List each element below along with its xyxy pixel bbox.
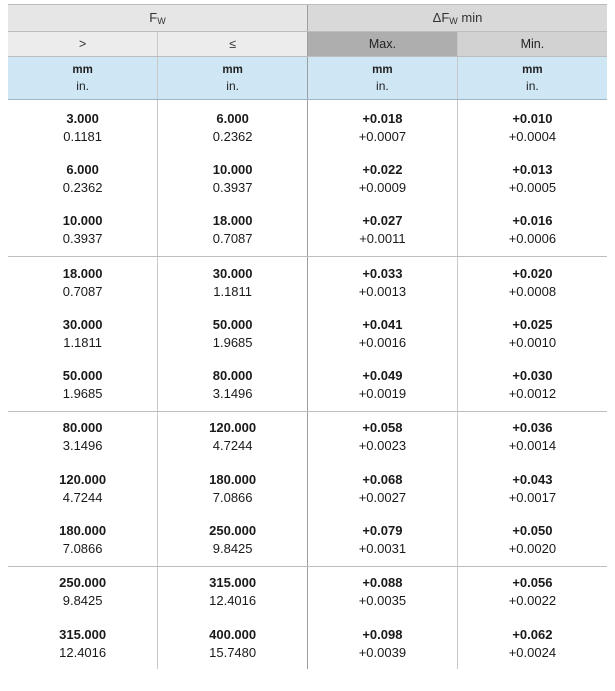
col-max-mm-value: +0.027 — [362, 213, 403, 229]
col-le-cell — [158, 359, 308, 411]
header-fw-label: F — [149, 10, 158, 25]
unit-in: in. — [76, 79, 89, 93]
col-gt-cell — [8, 411, 158, 463]
col-gt-in-value: 0.3937 — [62, 231, 103, 247]
col-le-mm-value: 30.000 — [212, 265, 253, 281]
col-le-in-value: 1.1811 — [213, 283, 253, 299]
col-le-mm-value: 250.000 — [209, 523, 257, 539]
col-min-in-value: +0.0012 — [508, 386, 557, 402]
col-le-in-value: 0.7087 — [212, 231, 253, 247]
col-min-mm-value: +0.016 — [512, 213, 553, 229]
col-min-cell — [457, 100, 607, 154]
col-max-cell — [308, 411, 458, 463]
col-max-mm-value: +0.058 — [362, 420, 403, 436]
unit-in: in. — [376, 79, 389, 93]
col-gt-cell — [8, 566, 158, 618]
unit-mm: mm — [222, 64, 243, 76]
col-le-in-value: 3.1496 — [212, 386, 253, 402]
col-max-mm-value: +0.041 — [362, 316, 403, 332]
col-gt-in-value: 0.1181 — [63, 128, 103, 144]
unit-mm: mm — [72, 64, 93, 76]
col-le-cell — [158, 100, 308, 154]
col-le-cell — [158, 566, 308, 618]
col-min-in-value: +0.0024 — [508, 644, 557, 660]
col-min-mm-value: +0.056 — [512, 575, 553, 591]
col-max-cell — [308, 100, 458, 154]
col-gt-mm-value: 180.000 — [59, 523, 107, 539]
col-le-in-value: 1.9685 — [212, 334, 253, 350]
col-max-in-value: +0.0035 — [358, 593, 407, 609]
col-min-mm-value: +0.025 — [512, 316, 553, 332]
col-le-in-value: 4.7244 — [212, 438, 253, 454]
col-min-cell — [457, 566, 607, 618]
col-gt-in-value: 3.1496 — [62, 438, 103, 454]
unit-mm: mm — [372, 64, 393, 76]
col-le-cell — [158, 463, 308, 514]
header-fw-subscript: W — [157, 16, 166, 26]
col-le-in-value: 15.7480 — [209, 644, 257, 660]
col-le-mm-value: 120.000 — [209, 420, 257, 436]
col-max-cell — [308, 205, 458, 257]
unit-in: in. — [526, 79, 539, 93]
col-le-mm-value: 80.000 — [212, 368, 253, 384]
col-max-cell — [308, 566, 458, 618]
col-le-in-value: 0.2362 — [212, 128, 253, 144]
header-max: Max. — [308, 32, 458, 57]
col-gt-mm-value: 18.000 — [62, 265, 103, 281]
col-gt-cell — [8, 256, 158, 308]
col-le-mm-value: 50.000 — [212, 316, 253, 332]
col-gt-cell — [8, 153, 158, 204]
header-delta-suffix: min — [457, 10, 483, 25]
header-fw — [8, 5, 308, 32]
col-max-in-value: +0.0023 — [358, 438, 407, 454]
unit-in: in. — [226, 79, 239, 93]
col-min-cell — [457, 411, 607, 463]
col-min-cell — [457, 359, 607, 411]
table-row — [8, 411, 607, 463]
col-min-mm-value: +0.020 — [512, 265, 553, 281]
header-row-primary — [8, 5, 607, 32]
col-max-mm-value: +0.068 — [362, 471, 403, 487]
col-min-cell — [457, 205, 607, 257]
col-gt-mm-value: 10.000 — [62, 213, 103, 229]
col-gt-mm-value: 30.000 — [62, 316, 103, 332]
col-max-mm-value: +0.088 — [362, 575, 403, 591]
col-max-cell — [308, 463, 458, 514]
col-min-mm-value: +0.013 — [512, 161, 553, 177]
col-max-in-value: +0.0013 — [358, 283, 407, 299]
col-min-in-value: +0.0010 — [508, 334, 557, 350]
col-gt-in-value: 4.7244 — [62, 489, 103, 505]
col-max-cell — [308, 514, 458, 566]
units-le — [158, 57, 308, 100]
col-min-mm-value: +0.036 — [512, 420, 553, 436]
col-max-mm-value: +0.049 — [362, 368, 403, 384]
col-le-cell — [158, 411, 308, 463]
col-gt-cell — [8, 100, 158, 154]
col-le-mm-value: 315.000 — [209, 575, 257, 591]
col-gt-in-value: 12.4016 — [59, 644, 107, 660]
col-gt-mm-value: 50.000 — [62, 368, 103, 384]
col-gt-cell — [8, 618, 158, 669]
header-min: Min. — [457, 32, 607, 57]
units-gt — [8, 57, 158, 100]
col-gt-cell — [8, 205, 158, 257]
header-delta-subscript: W — [449, 16, 458, 26]
col-le-in-value: 7.0866 — [212, 489, 253, 505]
col-le-mm-value: 18.000 — [212, 213, 253, 229]
col-gt-in-value: 7.0866 — [62, 541, 103, 557]
units-min — [457, 57, 607, 100]
col-max-in-value: +0.0016 — [358, 334, 407, 350]
col-min-cell — [457, 514, 607, 566]
col-le-in-value: 0.3937 — [212, 179, 253, 195]
col-le-mm-value: 10.000 — [212, 161, 253, 177]
col-min-in-value: +0.0005 — [508, 179, 557, 195]
col-gt-in-value: 1.9685 — [62, 386, 103, 402]
col-min-mm-value: +0.043 — [512, 471, 553, 487]
col-gt-mm-value: 80.000 — [62, 420, 103, 436]
col-gt-cell — [8, 359, 158, 411]
tolerance-table — [8, 4, 607, 669]
col-le-cell — [158, 308, 308, 359]
col-min-cell — [457, 308, 607, 359]
col-le-cell — [158, 514, 308, 566]
table-row — [8, 566, 607, 618]
col-max-mm-value: +0.098 — [362, 626, 403, 642]
col-max-cell — [308, 256, 458, 308]
col-gt-mm-value: 250.000 — [59, 575, 107, 591]
col-le-cell — [158, 618, 308, 669]
units-max — [308, 57, 458, 100]
col-le-in-value: 12.4016 — [209, 593, 257, 609]
col-gt-cell — [8, 308, 158, 359]
col-min-in-value: +0.0017 — [508, 489, 557, 505]
col-max-mm-value: +0.018 — [362, 110, 403, 126]
col-le-cell — [158, 205, 308, 257]
col-gt-mm-value: 120.000 — [59, 471, 107, 487]
col-min-in-value: +0.0006 — [508, 231, 557, 247]
col-le-cell — [158, 256, 308, 308]
col-max-cell — [308, 153, 458, 204]
col-max-in-value: +0.0011 — [359, 231, 406, 247]
col-min-in-value: +0.0008 — [508, 283, 557, 299]
col-gt-cell — [8, 514, 158, 566]
table-row — [8, 256, 607, 308]
table-row — [8, 205, 607, 257]
col-max-cell — [308, 308, 458, 359]
col-le-mm-value: 180.000 — [209, 471, 257, 487]
col-gt-cell — [8, 463, 158, 514]
col-gt-in-value: 1.1811 — [63, 334, 103, 350]
table-row — [8, 100, 607, 154]
header-delta-fw-min — [308, 5, 608, 32]
col-min-mm-value: +0.050 — [512, 523, 553, 539]
col-min-mm-value: +0.030 — [512, 368, 553, 384]
col-gt-mm-value: 3.000 — [66, 110, 99, 126]
table-body — [8, 100, 607, 670]
col-max-in-value: +0.0039 — [358, 644, 407, 660]
table-row — [8, 308, 607, 359]
col-max-in-value: +0.0031 — [358, 541, 407, 557]
col-gt-mm-value: 6.000 — [66, 161, 99, 177]
col-min-in-value: +0.0004 — [508, 128, 557, 144]
col-min-cell — [457, 463, 607, 514]
table-row — [8, 463, 607, 514]
col-min-in-value: +0.0014 — [508, 438, 557, 454]
col-max-cell — [308, 359, 458, 411]
header-row-units — [8, 57, 607, 100]
col-min-in-value: +0.0020 — [508, 541, 557, 557]
col-min-mm-value: +0.062 — [512, 626, 553, 642]
col-min-cell — [457, 256, 607, 308]
col-gt-in-value: 0.7087 — [62, 283, 103, 299]
col-min-cell — [457, 153, 607, 204]
table-row — [8, 618, 607, 669]
col-gt-mm-value: 315.000 — [59, 626, 107, 642]
col-max-in-value: +0.0009 — [358, 179, 407, 195]
header-row-secondary — [8, 32, 607, 57]
header-greater-than: > — [8, 32, 158, 57]
col-max-cell — [308, 618, 458, 669]
col-le-in-value: 9.8425 — [212, 541, 253, 557]
col-max-in-value: +0.0007 — [358, 128, 407, 144]
header-less-equal: ≤ — [158, 32, 308, 57]
col-le-mm-value: 400.000 — [209, 626, 257, 642]
table-row — [8, 359, 607, 411]
col-max-mm-value: +0.033 — [362, 265, 403, 281]
col-max-in-value: +0.0019 — [358, 386, 407, 402]
col-le-mm-value: 6.000 — [216, 110, 249, 126]
header-delta-label: ΔF — [432, 10, 450, 25]
table-row — [8, 514, 607, 566]
col-gt-in-value: 0.2362 — [62, 179, 103, 195]
unit-mm: mm — [522, 64, 543, 76]
col-min-mm-value: +0.010 — [512, 110, 553, 126]
col-gt-in-value: 9.8425 — [62, 593, 103, 609]
col-max-mm-value: +0.079 — [362, 523, 403, 539]
col-min-cell — [457, 618, 607, 669]
table-row — [8, 153, 607, 204]
col-le-cell — [158, 153, 308, 204]
col-max-mm-value: +0.022 — [362, 161, 403, 177]
col-max-in-value: +0.0027 — [358, 489, 407, 505]
col-min-in-value: +0.0022 — [508, 593, 557, 609]
